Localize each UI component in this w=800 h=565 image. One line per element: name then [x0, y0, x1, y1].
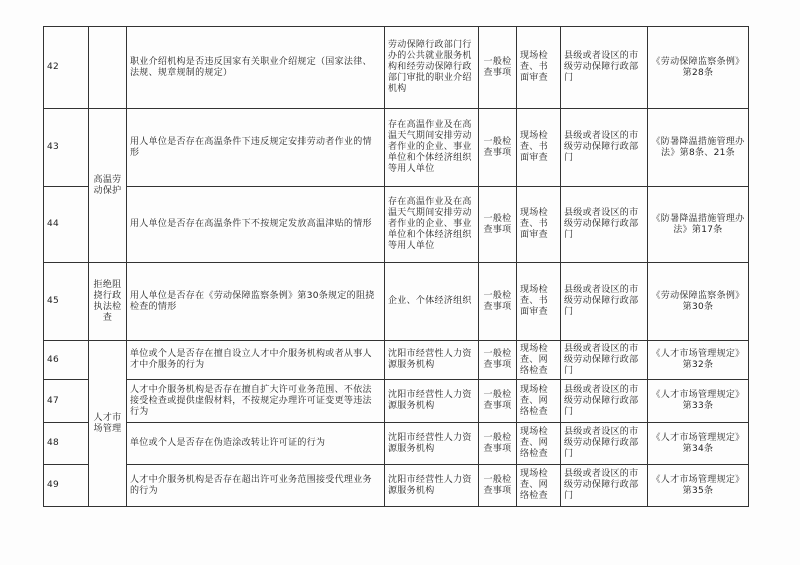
inspection-subject: 沈阳市经营性人力资源服务机构 [385, 423, 479, 465]
legal-basis: 《劳动保障监察条例》第30条 [648, 263, 749, 341]
table-row [44, 263, 749, 341]
inspection-item: 用人单位是否存在《劳动保障监察条例》第30条规定的阻挠检查的情形 [127, 263, 385, 341]
inspection-subject: 沈阳市经营性人力资源服务机构 [385, 465, 479, 507]
row-number: 43 [44, 109, 89, 187]
table-row [44, 27, 749, 109]
inspection-organ: 县级或者设区的市级劳动保障行政部门 [561, 341, 648, 380]
inspection-subject: 沈阳市经营性人力资源服务机构 [385, 341, 479, 380]
inspection-organ: 县级或者设区的市级劳动保障行政部门 [561, 380, 648, 423]
inspection-organ: 县级或者设区的市级劳动保障行政部门 [561, 109, 648, 187]
inspection-method: 现场检查、书面审查 [517, 187, 561, 263]
table-row [44, 187, 749, 263]
inspection-items-table [43, 26, 749, 507]
row-number: 44 [44, 187, 89, 263]
row-number: 42 [44, 27, 89, 109]
inspection-method: 现场检查、网络检查 [517, 423, 561, 465]
inspection-subject: 企业、个体经济组织 [385, 263, 479, 341]
inspection-kind: 一般检查事项 [479, 341, 517, 380]
legal-basis: 《人才市场管理规定》第32条 [648, 341, 749, 380]
inspection-subject: 存在高温作业及在高温天气期间安排劳动者作业的企业、事业单位和个体经济组织等用人单位 [385, 187, 479, 263]
inspection-organ: 县级或者设区的市级劳动保障行政部门 [561, 27, 648, 109]
inspection-kind: 一般检查事项 [479, 263, 517, 341]
inspection-item: 人才中介服务机构是否存在超出许可业务范围接受代理业务的行为 [127, 465, 385, 507]
inspection-kind: 一般检查事项 [479, 380, 517, 423]
table-row [44, 341, 749, 380]
category-talent: 人才市场管理 [89, 341, 127, 507]
row-number: 46 [44, 341, 89, 380]
inspection-kind: 一般检查事项 [479, 187, 517, 263]
inspection-organ: 县级或者设区的市级劳动保障行政部门 [561, 423, 648, 465]
row-number: 49 [44, 465, 89, 507]
legal-basis: 《防暑降温措施管理办法》第17条 [648, 187, 749, 263]
inspection-subject: 存在高温作业及在高温天气期间安排劳动者作业的企业、事业单位和个体经济组织等用人单位 [385, 109, 479, 187]
inspection-subject: 沈阳市经营性人力资源服务机构 [385, 380, 479, 423]
legal-basis: 《人才市场管理规定》第33条 [648, 380, 749, 423]
inspection-item: 人才中介服务机构是否存在擅自扩大许可业务范围、不依法接受检查或提供虚假材料，不按规定办理许可证变更等违法行为 [127, 380, 385, 423]
inspection-subject: 劳动保障行政部门行办的公共就业服务机构和经劳动保障行政部门审批的职业介绍机构 [385, 27, 479, 109]
legal-basis: 《劳动保障监察条例》第28条 [648, 27, 749, 109]
inspection-method: 现场检查、网络检查 [517, 380, 561, 423]
inspection-kind: 一般检查事项 [479, 109, 517, 187]
inspection-item: 单位或个人是否存在擅自设立人才中介服务机构或者从事人才中介服务的行为 [127, 341, 385, 380]
inspection-kind: 一般检查事项 [479, 465, 517, 507]
inspection-item: 职业介绍机构是否违反国家有关职业介绍规定（国家法律、法规、规章规制的规定） [127, 27, 385, 109]
inspection-method: 现场检查、书面审查 [517, 109, 561, 187]
inspection-kind: 一般检查事项 [479, 27, 517, 109]
inspection-item: 用人单位是否存在高温条件下违反规定安排劳动者作业的情形 [127, 109, 385, 187]
legal-basis: 《人才市场管理规定》第34条 [648, 423, 749, 465]
category-cell-empty [89, 27, 127, 109]
inspection-kind: 一般检查事项 [479, 423, 517, 465]
inspection-method: 现场检查、网络检查 [517, 465, 561, 507]
inspection-organ: 县级或者设区的市级劳动保障行政部门 [561, 263, 648, 341]
category-obstruct: 拒绝阻挠行政执法检查 [89, 263, 127, 341]
table-row [44, 109, 749, 187]
inspection-item: 单位或个人是否存在伪造涂改转让许可证的行为 [127, 423, 385, 465]
inspection-method: 现场检查、书面审查 [517, 27, 561, 109]
inspection-method: 现场检查、书面审查 [517, 263, 561, 341]
table-row [44, 423, 749, 465]
legal-basis: 《防暑降温措施管理办法》第8条、21条 [648, 109, 749, 187]
inspection-organ: 县级或者设区的市级劳动保障行政部门 [561, 465, 648, 507]
legal-basis: 《人才市场管理规定》第35条 [648, 465, 749, 507]
row-number: 45 [44, 263, 89, 341]
inspection-method: 现场检查、网络检查 [517, 341, 561, 380]
row-number: 47 [44, 380, 89, 423]
inspection-organ: 县级或者设区的市级劳动保障行政部门 [561, 187, 648, 263]
table-row [44, 380, 749, 423]
table-row [44, 465, 749, 507]
row-number: 48 [44, 423, 89, 465]
category-heat: 高温劳动保护 [89, 109, 127, 263]
inspection-item: 用人单位是否存在高温条件下不按规定发放高温津贴的情形 [127, 187, 385, 263]
